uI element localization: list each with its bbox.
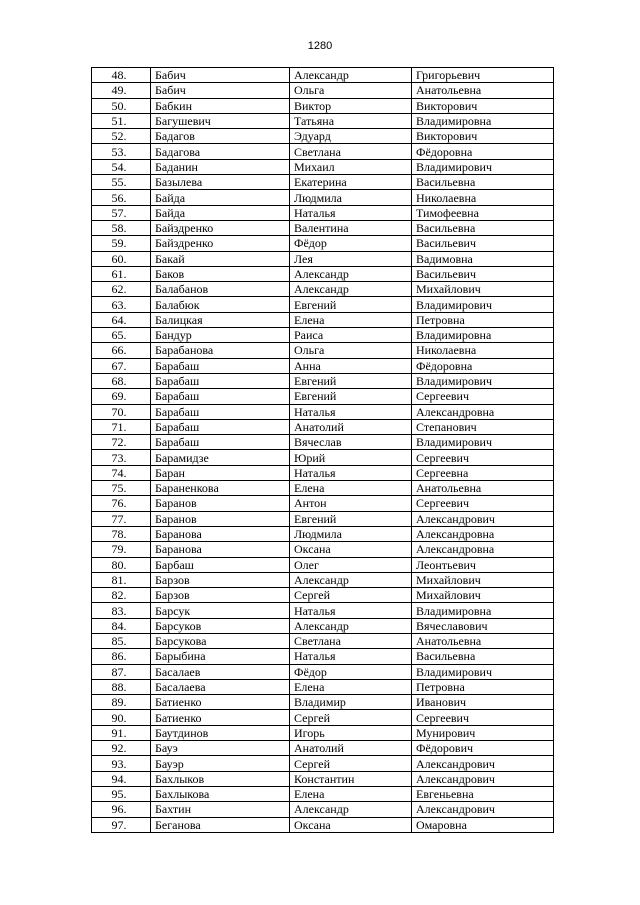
patronymic-cell: Мунирович xyxy=(412,725,554,740)
table-row xyxy=(92,588,554,603)
table-row xyxy=(92,603,554,618)
surname-cell: Барбаш xyxy=(151,557,290,572)
table-row xyxy=(92,297,554,312)
table-row xyxy=(92,725,554,740)
row-number-cell: 92. xyxy=(92,741,151,756)
given-name-cell: Екатерина xyxy=(290,175,412,190)
row-number-cell: 88. xyxy=(92,679,151,694)
row-number-cell: 71. xyxy=(92,419,151,434)
table-row xyxy=(92,450,554,465)
row-number-cell: 79. xyxy=(92,542,151,557)
patronymic-cell: Петровна xyxy=(412,679,554,694)
table-row xyxy=(92,328,554,343)
surname-cell: Барабаш xyxy=(151,435,290,450)
patronymic-cell: Васильевна xyxy=(412,220,554,235)
table-row xyxy=(92,358,554,373)
table-row xyxy=(92,435,554,450)
table-row xyxy=(92,786,554,801)
surname-cell: Байда xyxy=(151,190,290,205)
row-number-cell: 85. xyxy=(92,633,151,648)
patronymic-cell: Анатольевна xyxy=(412,481,554,496)
patronymic-cell: Александрович xyxy=(412,802,554,817)
row-number-cell: 66. xyxy=(92,343,151,358)
given-name-cell: Раиса xyxy=(290,328,412,343)
table-row xyxy=(92,465,554,480)
patronymic-cell: Александрович xyxy=(412,511,554,526)
surname-cell: Бахлыкова xyxy=(151,786,290,801)
table-row xyxy=(92,220,554,235)
given-name-cell: Александр xyxy=(290,68,412,83)
surname-cell: Барамидзе xyxy=(151,450,290,465)
given-name-cell: Владимир xyxy=(290,695,412,710)
surname-cell: Бауэр xyxy=(151,756,290,771)
row-number-cell: 62. xyxy=(92,282,151,297)
table-row xyxy=(92,710,554,725)
surname-cell: Бакай xyxy=(151,251,290,266)
patronymic-cell: Викторович xyxy=(412,98,554,113)
surname-cell: Барабаш xyxy=(151,389,290,404)
surname-cell: Баран xyxy=(151,465,290,480)
patronymic-cell: Михайлович xyxy=(412,572,554,587)
given-name-cell: Наталья xyxy=(290,404,412,419)
given-name-cell: Наталья xyxy=(290,205,412,220)
row-number-cell: 60. xyxy=(92,251,151,266)
row-number-cell: 64. xyxy=(92,312,151,327)
surname-cell: Балабанов xyxy=(151,282,290,297)
given-name-cell: Елена xyxy=(290,312,412,327)
given-name-cell: Евгений xyxy=(290,297,412,312)
row-number-cell: 50. xyxy=(92,98,151,113)
table-row xyxy=(92,756,554,771)
row-number-cell: 55. xyxy=(92,175,151,190)
row-number-cell: 53. xyxy=(92,144,151,159)
surname-cell: Барсуков xyxy=(151,618,290,633)
surname-cell: Барабаш xyxy=(151,404,290,419)
given-name-cell: Евгений xyxy=(290,511,412,526)
row-number-cell: 80. xyxy=(92,557,151,572)
table-row xyxy=(92,144,554,159)
patronymic-cell: Тимофеевна xyxy=(412,205,554,220)
given-name-cell: Лея xyxy=(290,251,412,266)
table-row xyxy=(92,557,554,572)
patronymic-cell: Александрович xyxy=(412,771,554,786)
row-number-cell: 86. xyxy=(92,649,151,664)
surname-cell: Баутдинов xyxy=(151,725,290,740)
patronymic-cell: Иванович xyxy=(412,695,554,710)
patronymic-cell: Михайлович xyxy=(412,282,554,297)
row-number-cell: 69. xyxy=(92,389,151,404)
patronymic-cell: Сергеевич xyxy=(412,389,554,404)
row-number-cell: 93. xyxy=(92,756,151,771)
table-row xyxy=(92,664,554,679)
patronymic-cell: Владимировна xyxy=(412,328,554,343)
given-name-cell: Людмила xyxy=(290,190,412,205)
given-name-cell: Александр xyxy=(290,572,412,587)
surname-cell: Бадагова xyxy=(151,144,290,159)
patronymic-cell: Сергеевич xyxy=(412,450,554,465)
patronymic-cell: Александровна xyxy=(412,526,554,541)
row-number-cell: 67. xyxy=(92,358,151,373)
given-name-cell: Сергей xyxy=(290,588,412,603)
surname-cell: Барзов xyxy=(151,588,290,603)
name-list-body xyxy=(92,68,554,833)
table-row xyxy=(92,236,554,251)
row-number-cell: 68. xyxy=(92,373,151,388)
row-number-cell: 54. xyxy=(92,159,151,174)
surname-cell: Басалаева xyxy=(151,679,290,694)
given-name-cell: Татьяна xyxy=(290,113,412,128)
patronymic-cell: Александрович xyxy=(412,756,554,771)
given-name-cell: Евгений xyxy=(290,373,412,388)
surname-cell: Барыбина xyxy=(151,649,290,664)
given-name-cell: Александр xyxy=(290,282,412,297)
patronymic-cell: Владимирович xyxy=(412,435,554,450)
row-number-cell: 83. xyxy=(92,603,151,618)
row-number-cell: 48. xyxy=(92,68,151,83)
patronymic-cell: Владимирович xyxy=(412,159,554,174)
given-name-cell: Анна xyxy=(290,358,412,373)
surname-cell: Баранова xyxy=(151,526,290,541)
surname-cell: Барсук xyxy=(151,603,290,618)
table-row xyxy=(92,404,554,419)
table-row xyxy=(92,266,554,281)
patronymic-cell: Васильевна xyxy=(412,175,554,190)
row-number-cell: 74. xyxy=(92,465,151,480)
table-row xyxy=(92,481,554,496)
patronymic-cell: Фёдорович xyxy=(412,741,554,756)
patronymic-cell: Фёдоровна xyxy=(412,358,554,373)
table-row xyxy=(92,175,554,190)
given-name-cell: Фёдор xyxy=(290,236,412,251)
row-number-cell: 65. xyxy=(92,328,151,343)
surname-cell: Балицкая xyxy=(151,312,290,327)
patronymic-cell: Александровна xyxy=(412,404,554,419)
surname-cell: Бауэ xyxy=(151,741,290,756)
row-number-cell: 73. xyxy=(92,450,151,465)
given-name-cell: Вячеслав xyxy=(290,435,412,450)
row-number-cell: 70. xyxy=(92,404,151,419)
table-row xyxy=(92,129,554,144)
table-row xyxy=(92,496,554,511)
surname-cell: Бадагов xyxy=(151,129,290,144)
given-name-cell: Эдуард xyxy=(290,129,412,144)
surname-cell: Бараненкова xyxy=(151,481,290,496)
row-number-cell: 57. xyxy=(92,205,151,220)
name-list-table xyxy=(91,67,554,833)
surname-cell: Баранов xyxy=(151,496,290,511)
table-row xyxy=(92,343,554,358)
patronymic-cell: Сергеевич xyxy=(412,710,554,725)
table-row xyxy=(92,741,554,756)
given-name-cell: Ольга xyxy=(290,83,412,98)
patronymic-cell: Леонтьевич xyxy=(412,557,554,572)
patronymic-cell: Васильевич xyxy=(412,236,554,251)
table-row xyxy=(92,817,554,832)
given-name-cell: Антон xyxy=(290,496,412,511)
surname-cell: Беганова xyxy=(151,817,290,832)
patronymic-cell: Григорьевич xyxy=(412,68,554,83)
patronymic-cell: Владимировна xyxy=(412,113,554,128)
surname-cell: Бабкин xyxy=(151,98,290,113)
given-name-cell: Наталья xyxy=(290,603,412,618)
row-number-cell: 77. xyxy=(92,511,151,526)
surname-cell: Байда xyxy=(151,205,290,220)
given-name-cell: Ольга xyxy=(290,343,412,358)
row-number-cell: 49. xyxy=(92,83,151,98)
given-name-cell: Игорь xyxy=(290,725,412,740)
table-row xyxy=(92,282,554,297)
given-name-cell: Светлана xyxy=(290,144,412,159)
given-name-cell: Светлана xyxy=(290,633,412,648)
table-row xyxy=(92,526,554,541)
table-row xyxy=(92,572,554,587)
patronymic-cell: Петровна xyxy=(412,312,554,327)
surname-cell: Барзов xyxy=(151,572,290,587)
given-name-cell: Александр xyxy=(290,618,412,633)
given-name-cell: Александр xyxy=(290,802,412,817)
patronymic-cell: Сергеевич xyxy=(412,496,554,511)
patronymic-cell: Васильевна xyxy=(412,649,554,664)
row-number-cell: 82. xyxy=(92,588,151,603)
given-name-cell: Валентина xyxy=(290,220,412,235)
patronymic-cell: Михайлович xyxy=(412,588,554,603)
given-name-cell: Анатолий xyxy=(290,419,412,434)
table-row xyxy=(92,113,554,128)
patronymic-cell: Александровна xyxy=(412,542,554,557)
patronymic-cell: Николаевна xyxy=(412,343,554,358)
surname-cell: Батиенко xyxy=(151,695,290,710)
given-name-cell: Юрий xyxy=(290,450,412,465)
row-number-cell: 91. xyxy=(92,725,151,740)
table-row xyxy=(92,373,554,388)
row-number-cell: 58. xyxy=(92,220,151,235)
surname-cell: Барабаш xyxy=(151,358,290,373)
row-number-cell: 97. xyxy=(92,817,151,832)
table-row xyxy=(92,649,554,664)
patronymic-cell: Викторович xyxy=(412,129,554,144)
surname-cell: Бабич xyxy=(151,68,290,83)
surname-cell: Базылева xyxy=(151,175,290,190)
patronymic-cell: Степанович xyxy=(412,419,554,434)
given-name-cell: Сергей xyxy=(290,756,412,771)
table-row xyxy=(92,251,554,266)
surname-cell: Байздренко xyxy=(151,236,290,251)
row-number-cell: 96. xyxy=(92,802,151,817)
row-number-cell: 59. xyxy=(92,236,151,251)
given-name-cell: Елена xyxy=(290,786,412,801)
table-row xyxy=(92,389,554,404)
surname-cell: Бахтин xyxy=(151,802,290,817)
row-number-cell: 76. xyxy=(92,496,151,511)
given-name-cell: Елена xyxy=(290,481,412,496)
row-number-cell: 81. xyxy=(92,572,151,587)
surname-cell: Батиенко xyxy=(151,710,290,725)
surname-cell: Барабаш xyxy=(151,419,290,434)
surname-cell: Бахлыков xyxy=(151,771,290,786)
given-name-cell: Александр xyxy=(290,266,412,281)
table-row xyxy=(92,542,554,557)
table-row xyxy=(92,419,554,434)
given-name-cell: Константин xyxy=(290,771,412,786)
table-row xyxy=(92,98,554,113)
row-number-cell: 52. xyxy=(92,129,151,144)
table-row xyxy=(92,618,554,633)
table-row xyxy=(92,312,554,327)
given-name-cell: Сергей xyxy=(290,710,412,725)
surname-cell: Барсукова xyxy=(151,633,290,648)
patronymic-cell: Омаровна xyxy=(412,817,554,832)
row-number-cell: 61. xyxy=(92,266,151,281)
row-number-cell: 51. xyxy=(92,113,151,128)
patronymic-cell: Владимирович xyxy=(412,297,554,312)
given-name-cell: Олег xyxy=(290,557,412,572)
given-name-cell: Людмила xyxy=(290,526,412,541)
table-row xyxy=(92,83,554,98)
table-row xyxy=(92,802,554,817)
given-name-cell: Наталья xyxy=(290,649,412,664)
given-name-cell: Михаил xyxy=(290,159,412,174)
given-name-cell: Оксана xyxy=(290,542,412,557)
row-number-cell: 95. xyxy=(92,786,151,801)
row-number-cell: 87. xyxy=(92,664,151,679)
given-name-cell: Оксана xyxy=(290,817,412,832)
patronymic-cell: Сергеевна xyxy=(412,465,554,480)
patronymic-cell: Владимирович xyxy=(412,373,554,388)
given-name-cell: Наталья xyxy=(290,465,412,480)
table-row xyxy=(92,68,554,83)
patronymic-cell: Евгеньевна xyxy=(412,786,554,801)
table-row xyxy=(92,679,554,694)
patronymic-cell: Анатольевна xyxy=(412,83,554,98)
row-number-cell: 56. xyxy=(92,190,151,205)
given-name-cell: Виктор xyxy=(290,98,412,113)
surname-cell: Байздренко xyxy=(151,220,290,235)
table-row xyxy=(92,511,554,526)
patronymic-cell: Владимировна xyxy=(412,603,554,618)
row-number-cell: 84. xyxy=(92,618,151,633)
surname-cell: Багушевич xyxy=(151,113,290,128)
patronymic-cell: Вадимовна xyxy=(412,251,554,266)
patronymic-cell: Вячеславович xyxy=(412,618,554,633)
surname-cell: Балабюк xyxy=(151,297,290,312)
patronymic-cell: Анатольевна xyxy=(412,633,554,648)
surname-cell: Бандур xyxy=(151,328,290,343)
row-number-cell: 94. xyxy=(92,771,151,786)
surname-cell: Барабаш xyxy=(151,373,290,388)
row-number-cell: 90. xyxy=(92,710,151,725)
table-row xyxy=(92,771,554,786)
table-row xyxy=(92,695,554,710)
surname-cell: Басалаев xyxy=(151,664,290,679)
surname-cell: Барабанова xyxy=(151,343,290,358)
table-row xyxy=(92,159,554,174)
patronymic-cell: Васильевич xyxy=(412,266,554,281)
patronymic-cell: Фёдоровна xyxy=(412,144,554,159)
table-row xyxy=(92,190,554,205)
surname-cell: Баданин xyxy=(151,159,290,174)
row-number-cell: 89. xyxy=(92,695,151,710)
row-number-cell: 75. xyxy=(92,481,151,496)
row-number-cell: 78. xyxy=(92,526,151,541)
surname-cell: Баранов xyxy=(151,511,290,526)
row-number-cell: 63. xyxy=(92,297,151,312)
table-row xyxy=(92,205,554,220)
surname-cell: Бабич xyxy=(151,83,290,98)
page-number: 1280 xyxy=(307,40,333,52)
patronymic-cell: Николаевна xyxy=(412,190,554,205)
surname-cell: Баранова xyxy=(151,542,290,557)
given-name-cell: Анатолий xyxy=(290,741,412,756)
row-number-cell: 72. xyxy=(92,435,151,450)
table-row xyxy=(92,633,554,648)
given-name-cell: Фёдор xyxy=(290,664,412,679)
surname-cell: Баков xyxy=(151,266,290,281)
patronymic-cell: Владимирович xyxy=(412,664,554,679)
given-name-cell: Елена xyxy=(290,679,412,694)
given-name-cell: Евгений xyxy=(290,389,412,404)
